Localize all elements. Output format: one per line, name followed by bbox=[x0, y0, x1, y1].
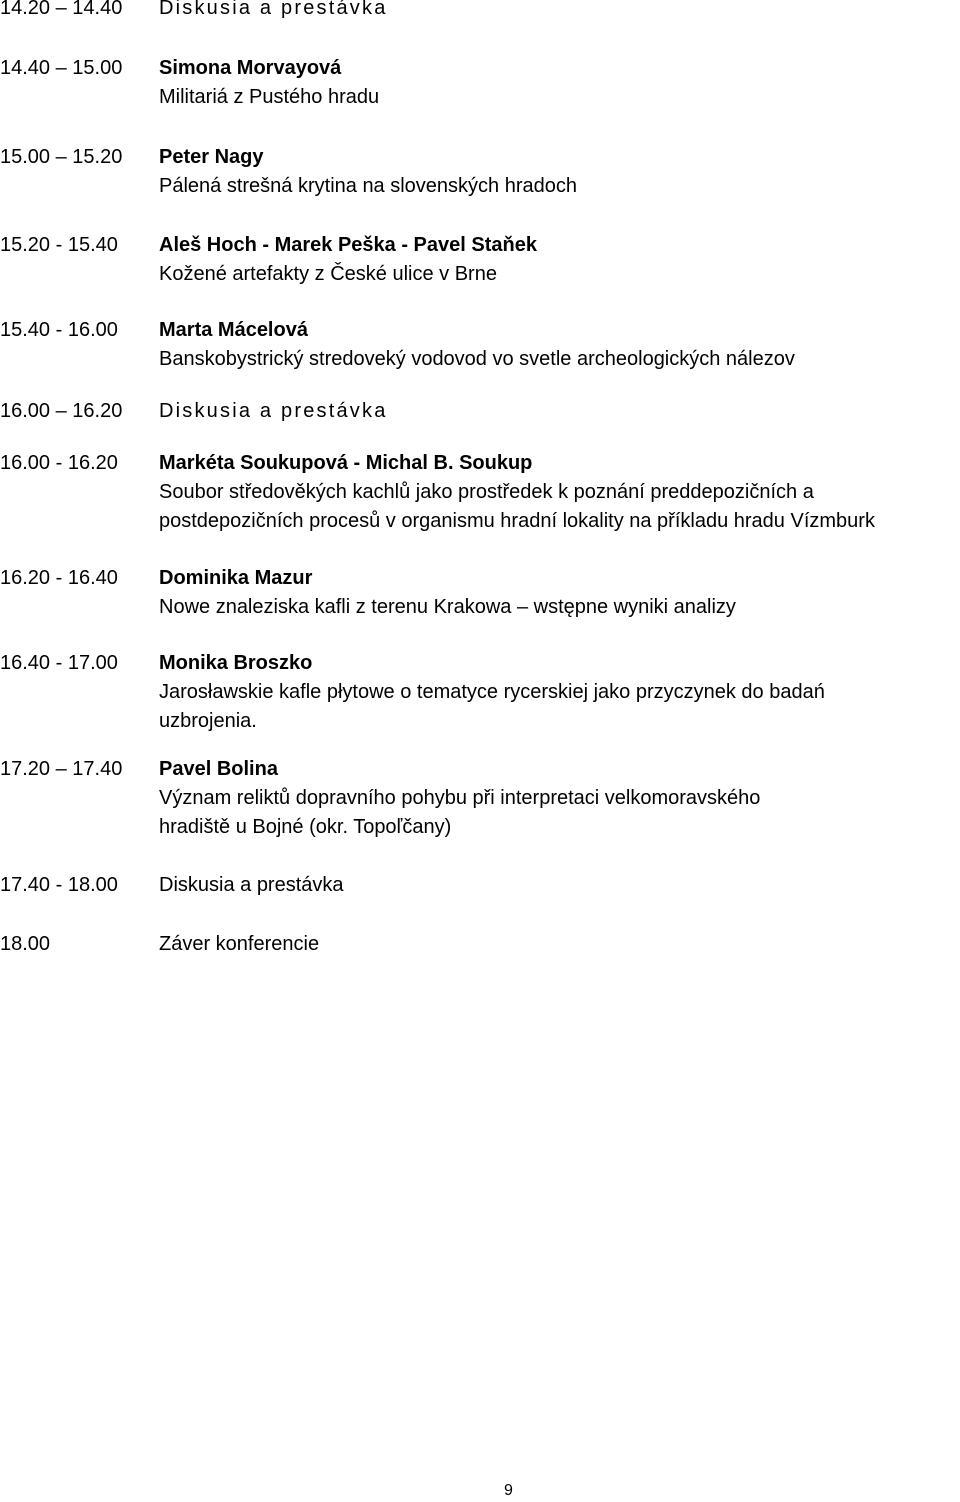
page-number: 9 bbox=[504, 1482, 513, 1499]
break-title: Diskusia a prestávka bbox=[159, 0, 388, 19]
talk-title: Pálená strešná krytina na slovenských hradoch bbox=[159, 175, 578, 197]
schedule-time: 18.00 bbox=[0, 933, 51, 955]
schedule-time: 16.00 - 16.20 bbox=[0, 452, 118, 474]
schedule-time: 15.00 – 15.20 bbox=[0, 146, 123, 168]
break-title: Diskusia a prestávka bbox=[159, 400, 388, 422]
talk-author: Pavel Bolina bbox=[159, 758, 278, 780]
talk-title-line-2: hradiště u Bojné (okr. Topoľčany) bbox=[159, 816, 452, 838]
talk-author: Dominika Mazur bbox=[159, 567, 313, 589]
break-title: Diskusia a prestávka bbox=[159, 874, 344, 896]
talk-title: Nowe znaleziska kafli z terenu Krakowa – wstępne wyniki analizy bbox=[159, 596, 736, 618]
talk-title: Militariá z Pustého hradu bbox=[159, 86, 380, 108]
schedule-time: 14.40 – 15.00 bbox=[0, 57, 123, 79]
schedule-time: 16.40 - 17.00 bbox=[0, 652, 118, 674]
schedule-time: 16.00 – 16.20 bbox=[0, 400, 123, 422]
talk-author: Peter Nagy bbox=[159, 146, 264, 168]
talk-title-line-1: Soubor středověkých kachlů jako prostředek k poznání preddepozičních a bbox=[159, 481, 814, 503]
talk-title: Banskobystrický stredoveký vodovod vo svetle archeologických nálezov bbox=[159, 348, 795, 370]
talk-author: Simona Morvayová bbox=[159, 57, 342, 79]
schedule-time: 16.20 - 16.40 bbox=[0, 567, 118, 589]
talk-title-line-2: uzbrojenia. bbox=[159, 710, 257, 732]
schedule-time: 17.40 - 18.00 bbox=[0, 874, 118, 896]
closing-title: Záver konferencie bbox=[159, 933, 320, 955]
talk-author: Aleš Hoch - Marek Peška - Pavel Staňek bbox=[159, 234, 537, 256]
talk-title-line-2: postdepozičních procesů v organismu hradní lokality na příkladu hradu Vízmburk bbox=[159, 510, 875, 532]
schedule-time: 15.40 - 16.00 bbox=[0, 319, 118, 341]
talk-author: Monika Broszko bbox=[159, 652, 313, 674]
talk-title-line-1: Jarosławskie kafle płytowe o tematyce rycerskiej jako przyczynek do badań bbox=[159, 681, 825, 703]
talk-title: Kožené artefakty z České ulice v Brne bbox=[159, 263, 497, 285]
talk-title-line-1: Význam reliktů dopravního pohybu při interpretaci velkomoravského bbox=[159, 787, 761, 809]
talk-author: Markéta Soukupová - Michal B. Soukup bbox=[159, 452, 533, 474]
schedule-time: 15.20 - 15.40 bbox=[0, 234, 118, 256]
schedule-time: 17.20 – 17.40 bbox=[0, 758, 123, 780]
schedule-time: 14.20 – 14.40 bbox=[0, 0, 123, 19]
talk-author: Marta Mácelová bbox=[159, 319, 308, 341]
